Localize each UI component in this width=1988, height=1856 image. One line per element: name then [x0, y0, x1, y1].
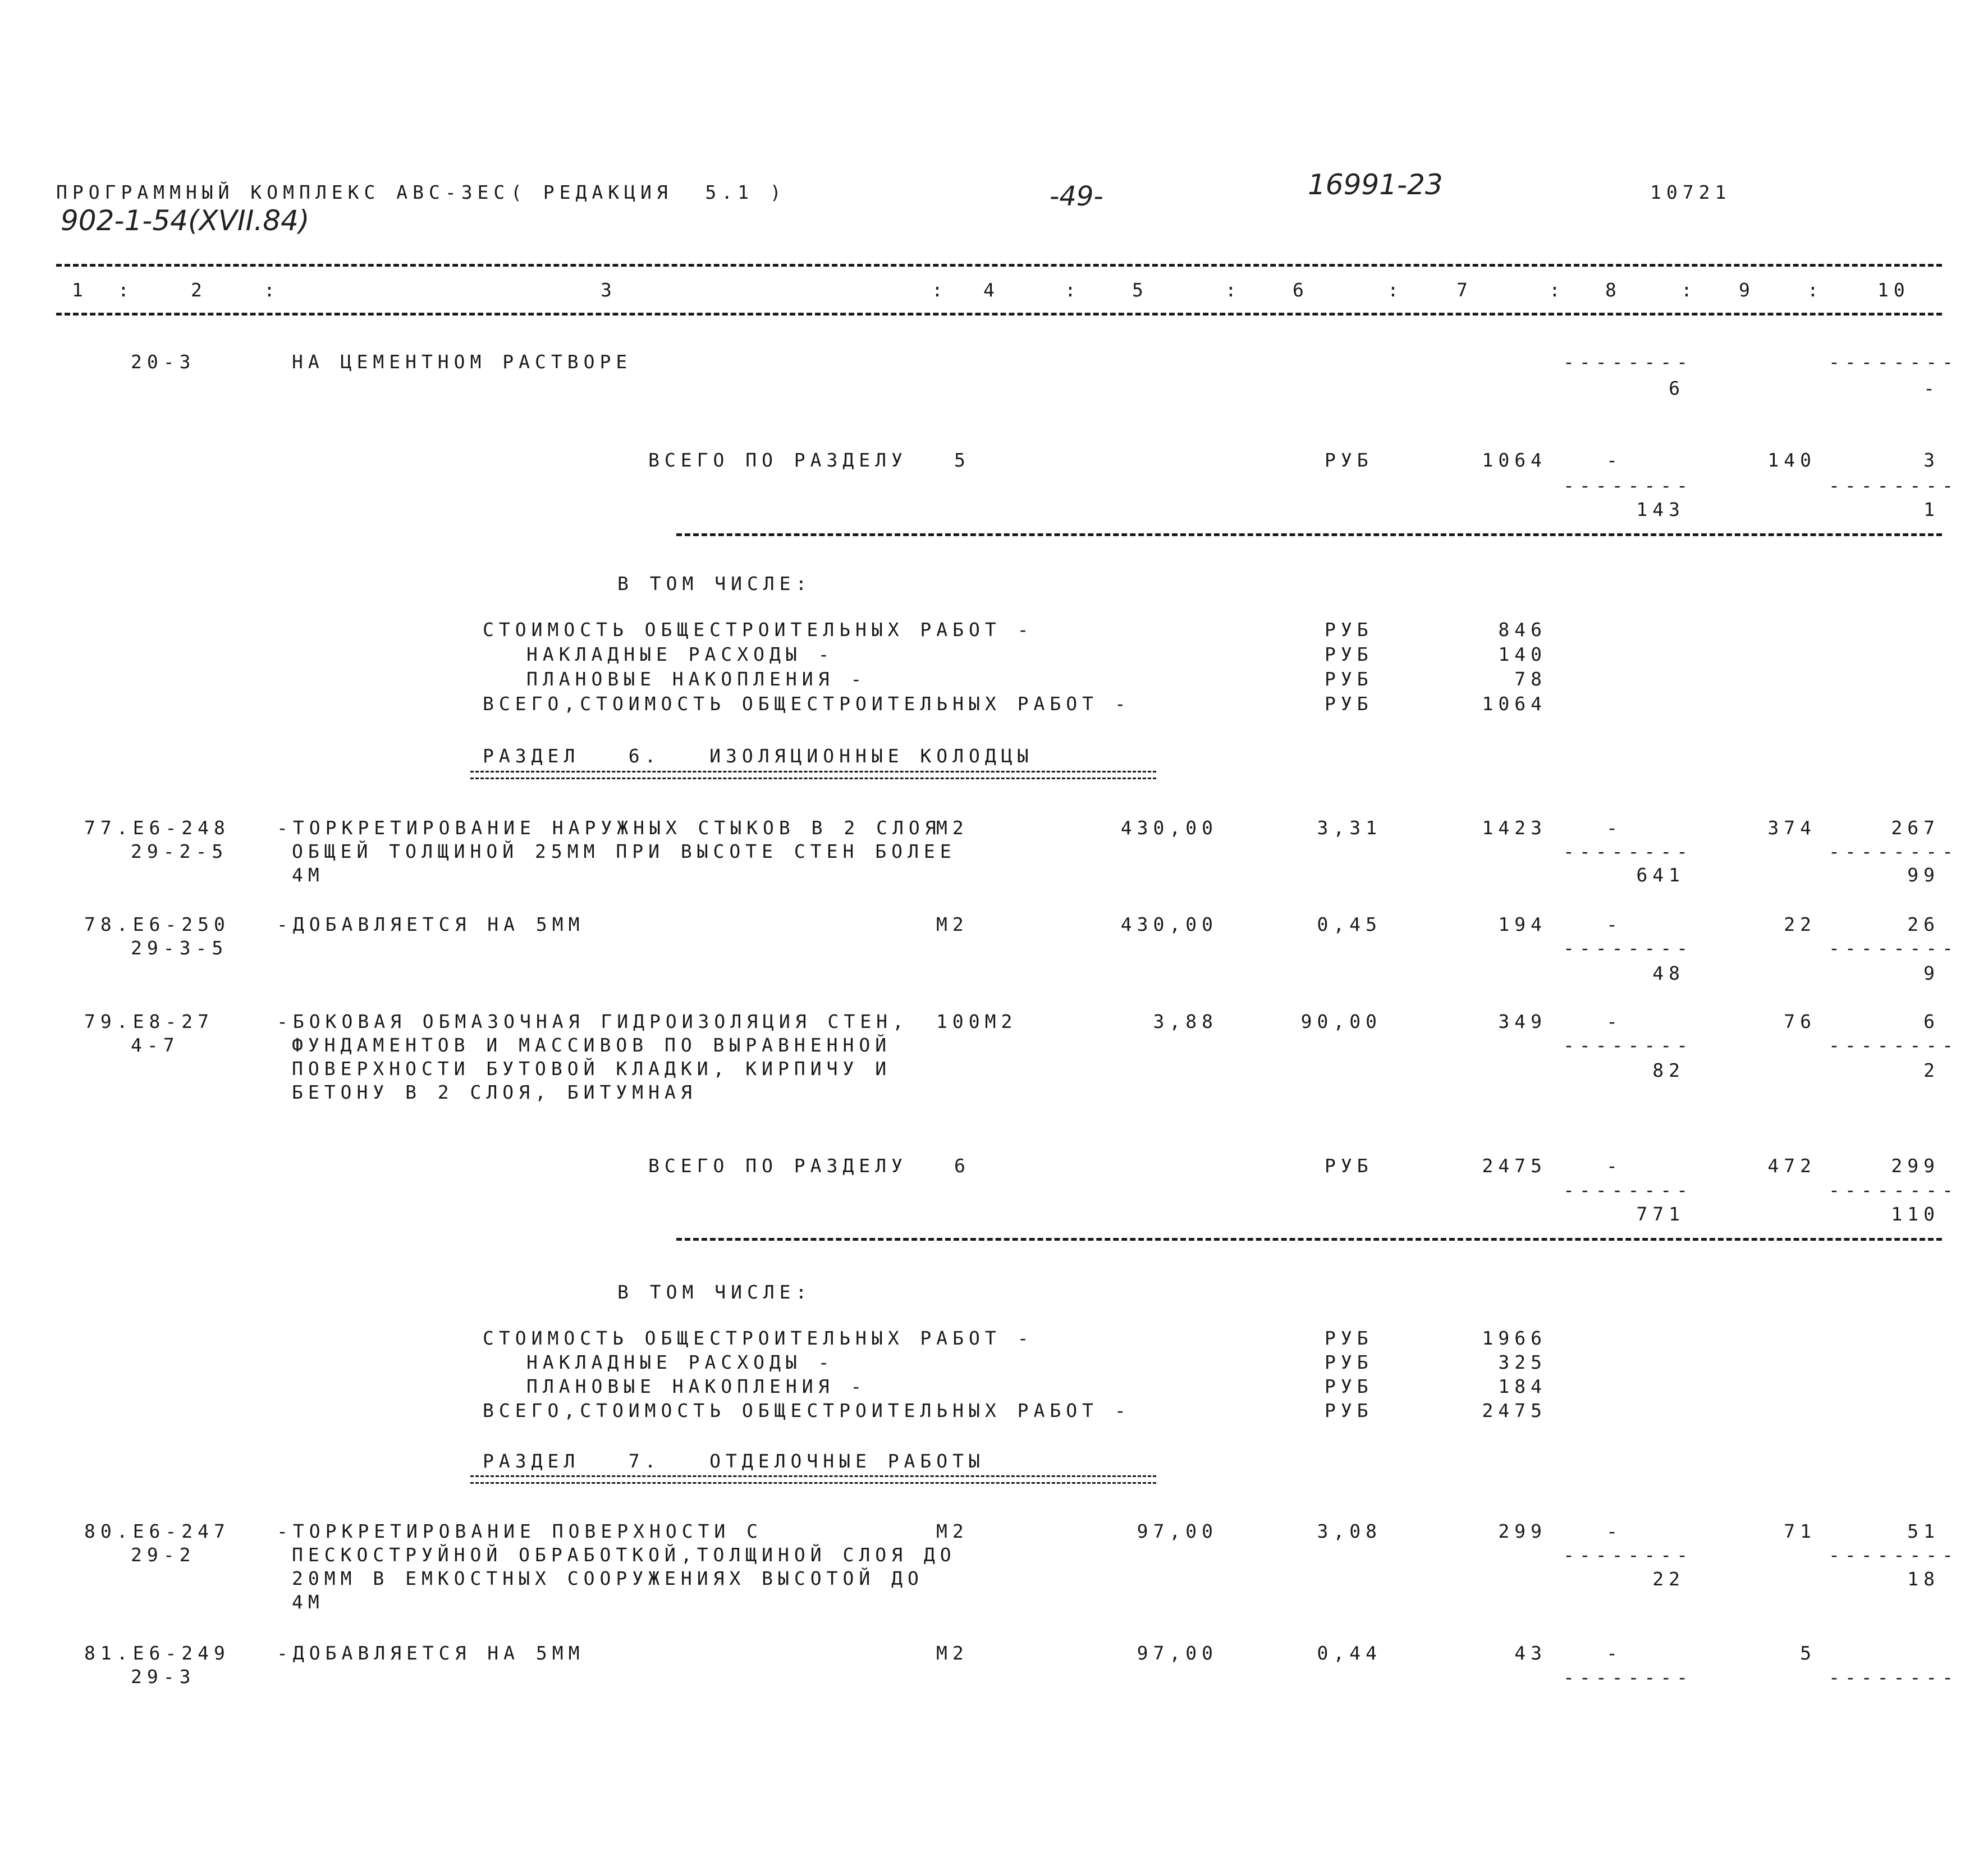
- col9-value: 76: [1784, 1011, 1816, 1032]
- item-description: ПЕСКОСТРУЙНОЙ ОБРАБОТКОЙ,ТОЛЩИНОЙ СЛОЯ ДО: [292, 1544, 956, 1566]
- col8-value: 48: [1652, 962, 1685, 984]
- dash-line: --------: [1829, 840, 1958, 862]
- col10-value: 2: [1923, 1059, 1940, 1081]
- item-description: БЕТОНУ В 2 СЛОЯ, БИТУМНАЯ: [292, 1081, 697, 1103]
- dash-line: --------: [1829, 1544, 1958, 1566]
- project-code: 902-1-54(XVII.84): [61, 204, 310, 237]
- column-header: 1: [72, 279, 88, 301]
- breakdown-label: СТОИМОСТЬ ОБЩЕСТРОИТЕЛЬНЫХ РАБОТ -: [483, 619, 1034, 641]
- quantity: 430,00: [1120, 913, 1218, 935]
- col10-value: -: [1923, 377, 1940, 399]
- unit: М2: [936, 1520, 969, 1542]
- edition-label: ( РЕДАКЦИЯ 5.1 ): [511, 181, 786, 203]
- unit: РУБ: [1325, 1327, 1373, 1349]
- quantity: 97,00: [1137, 1520, 1218, 1542]
- col8-value: 143: [1636, 499, 1685, 520]
- col10-value: 51: [1907, 1520, 1940, 1542]
- item-number: 79.Е8-27: [84, 1011, 214, 1032]
- unit: М2: [936, 913, 969, 935]
- column-separator: :: [1225, 279, 1242, 301]
- unit: РУБ: [1325, 1400, 1373, 1421]
- col10-value: 110: [1891, 1203, 1940, 1225]
- column-header: 7: [1456, 279, 1473, 301]
- page-number: -49-: [1050, 181, 1103, 212]
- item-code: 20-3: [131, 351, 196, 373]
- column-header: 5: [1132, 279, 1148, 301]
- col7-value: 1423: [1482, 817, 1547, 839]
- item-number: 80.Е6-247: [84, 1520, 230, 1542]
- col8-value: -: [1606, 913, 1623, 935]
- item-code: 29-3: [131, 1666, 196, 1688]
- col8-value: 771: [1636, 1203, 1685, 1225]
- breakdown-heading: В ТОМ ЧИСЛЕ:: [617, 573, 812, 595]
- item-description: -ДОБАВЛЯЕТСЯ НА 5ММ: [277, 1642, 585, 1664]
- dash-line: --------: [1563, 474, 1693, 496]
- col9-value: 71: [1784, 1520, 1816, 1542]
- dash-line: --------: [1829, 1034, 1958, 1056]
- dash-line: --------: [1829, 351, 1958, 373]
- col9-value: 472: [1767, 1155, 1816, 1177]
- unit-price: 90,00: [1300, 1011, 1382, 1032]
- col8-value: 22: [1652, 1568, 1685, 1590]
- col9-value: 22: [1784, 913, 1816, 935]
- dash-line: --------: [1829, 474, 1958, 496]
- unit: РУБ: [1325, 1155, 1373, 1177]
- breakdown-label: ВСЕГО,СТОИМОСТЬ ОБЩЕСТРОИТЕЛЬНЫХ РАБОТ -: [483, 693, 1131, 715]
- breakdown-label: НАКЛАДНЫЕ РАСХОДЫ -: [526, 643, 835, 665]
- col8-value: -: [1606, 449, 1623, 471]
- item-description: НА ЦЕМЕНТНОМ РАСТВОРЕ: [292, 351, 633, 373]
- breakdown-label: СТОИМОСТЬ ОБЩЕСТРОИТЕЛЬНЫХ РАБОТ -: [483, 1327, 1034, 1349]
- col10-value: 26: [1907, 913, 1940, 935]
- unit: РУБ: [1325, 1375, 1373, 1397]
- column-header: 3: [601, 279, 617, 301]
- item-number: 81.Е6-249: [84, 1642, 230, 1664]
- col8-value: -: [1606, 817, 1623, 839]
- col8-value: 82: [1652, 1059, 1685, 1081]
- item-description: 4М: [292, 864, 324, 886]
- col10-value: 3: [1923, 449, 1940, 471]
- column-separator: :: [1549, 279, 1565, 301]
- section-rule: [676, 533, 1942, 536]
- breakdown-label: НАКЛАДНЫЕ РАСХОДЫ -: [526, 1351, 835, 1373]
- column-separator: :: [118, 279, 134, 301]
- breakdown-value: 184: [1498, 1375, 1547, 1397]
- dash-line: --------: [1829, 1179, 1958, 1201]
- unit: РУБ: [1325, 668, 1373, 690]
- dash-line: --------: [1563, 1034, 1693, 1056]
- unit-price: 3,08: [1317, 1520, 1382, 1542]
- section-title-underline: [470, 1475, 1156, 1484]
- col9-value: 140: [1767, 449, 1816, 471]
- col10-value: 99: [1907, 864, 1940, 886]
- column-header: 4: [983, 279, 1000, 301]
- col8-value: -: [1606, 1011, 1623, 1032]
- item-description: 4М: [292, 1591, 324, 1613]
- breakdown-value: 1064: [1482, 693, 1547, 715]
- column-header: 9: [1739, 279, 1755, 301]
- unit: РУБ: [1325, 449, 1373, 471]
- sheet-code: 10721: [1650, 181, 1732, 203]
- col7-value: 299: [1498, 1520, 1547, 1542]
- dash-line: --------: [1563, 1544, 1693, 1566]
- quantity: 3,88: [1153, 1011, 1218, 1032]
- col8-value: -: [1606, 1642, 1623, 1664]
- breakdown-heading: В ТОМ ЧИСЛЕ:: [617, 1281, 812, 1303]
- col10-value: 267: [1891, 817, 1940, 839]
- item-number: 77.Е6-248: [84, 817, 230, 839]
- unit-price: 0,44: [1317, 1642, 1382, 1664]
- item-description: ФУНДАМЕНТОВ И МАССИВОВ ПО ВЫРАВНЕННОЙ: [292, 1034, 892, 1056]
- breakdown-value: 325: [1498, 1351, 1547, 1373]
- dash-line: --------: [1829, 1666, 1958, 1688]
- section-title: РАЗДЕЛ 6. ИЗОЛЯЦИОННЫЕ КОЛОДЦЫ: [483, 745, 1034, 767]
- breakdown-value: 78: [1514, 668, 1547, 690]
- col9-value: 374: [1767, 817, 1816, 839]
- dash-line: --------: [1563, 937, 1693, 959]
- unit-price: 3,31: [1317, 817, 1382, 839]
- breakdown-value: 1966: [1482, 1327, 1547, 1349]
- item-code: 4-7: [131, 1034, 180, 1056]
- col7-value: 194: [1498, 913, 1547, 935]
- section-total-number: 5: [954, 449, 970, 471]
- col10-value: 18: [1907, 1568, 1940, 1590]
- section-rule: [676, 1238, 1942, 1241]
- unit: РУБ: [1325, 643, 1373, 665]
- col7-value: 2475: [1482, 1155, 1547, 1177]
- dash-line: --------: [1829, 937, 1958, 959]
- column-separator: :: [1387, 279, 1404, 301]
- col7-value: 349: [1498, 1011, 1547, 1032]
- dash-line: --------: [1563, 1666, 1693, 1688]
- quantity: 430,00: [1120, 817, 1218, 839]
- column-header: 10: [1877, 279, 1910, 301]
- unit: РУБ: [1325, 693, 1373, 715]
- column-separator: :: [1065, 279, 1081, 301]
- item-code: 29-2: [131, 1544, 196, 1566]
- breakdown-value: 846: [1498, 619, 1547, 641]
- breakdown-value: 140: [1498, 643, 1547, 665]
- column-separator: :: [932, 279, 948, 301]
- item-code: 29-3-5: [131, 937, 228, 959]
- dash-line: --------: [1563, 351, 1693, 373]
- item-description: -БОКОВАЯ ОБМАЗОЧНАЯ ГИДРОИЗОЛЯЦИЯ СТЕН,: [277, 1011, 909, 1032]
- breakdown-label: ВСЕГО,СТОИМОСТЬ ОБЩЕСТРОИТЕЛЬНЫХ РАБОТ -: [483, 1400, 1131, 1421]
- unit: М2: [936, 1642, 969, 1664]
- unit: РУБ: [1325, 619, 1373, 641]
- section-title-underline: [470, 771, 1156, 779]
- dash-line: --------: [1563, 1179, 1693, 1201]
- column-header: 8: [1605, 279, 1621, 301]
- column-header: 6: [1293, 279, 1309, 301]
- col10-value: 9: [1923, 962, 1940, 984]
- unit: РУБ: [1325, 1351, 1373, 1373]
- col8-value: 641: [1636, 864, 1685, 886]
- section-title: РАЗДЕЛ 7. ОТДЕЛОЧНЫЕ РАБОТЫ: [483, 1450, 985, 1472]
- column-separator: :: [264, 279, 280, 301]
- breakdown-label: ПЛАНОВЫЕ НАКОПЛЕНИЯ -: [526, 668, 867, 690]
- item-description: ОБЩЕЙ ТОЛЩИНОЙ 25ММ ПРИ ВЫСОТЕ СТЕН БОЛЕЕ: [292, 840, 956, 862]
- col9-value: 5: [1800, 1642, 1816, 1664]
- col10-value: 299: [1891, 1155, 1940, 1177]
- unit: 100М2: [936, 1011, 1018, 1032]
- table-top-rule: [56, 264, 1942, 267]
- unit-price: 0,45: [1317, 913, 1382, 935]
- doc-code: 16991-23: [1308, 168, 1443, 201]
- item-number: 78.Е6-250: [84, 913, 230, 935]
- item-code: 29-2-5: [131, 840, 228, 862]
- column-header: 2: [191, 279, 207, 301]
- item-description: 20ММ В ЕМКОСТНЫХ СООРУЖЕНИЯХ ВЫСОТОЙ ДО: [292, 1567, 924, 1589]
- column-separator: :: [1681, 279, 1697, 301]
- program-name: ПРОГРАММНЫЙ КОМПЛЕКС АВС-ЗЕС: [56, 181, 510, 203]
- dash-line: --------: [1563, 840, 1693, 862]
- unit: М2: [936, 817, 969, 839]
- item-description: -ТОРКРЕТИРОВАНИЕ ПОВЕРХНОСТИ С: [277, 1520, 763, 1542]
- col10-value: 6: [1923, 1011, 1940, 1032]
- item-description: -ДОБАВЛЯЕТСЯ НА 5ММ: [277, 913, 585, 935]
- quantity: 97,00: [1137, 1642, 1218, 1664]
- section-total-number: 6: [954, 1155, 970, 1177]
- col7-value: 43: [1514, 1642, 1547, 1664]
- column-separator: :: [1807, 279, 1824, 301]
- item-description: ПОВЕРХНОСТИ БУТОВОЙ КЛАДКИ, КИРПИЧУ И: [292, 1058, 892, 1080]
- section-total-label: ВСЕГО ПО РАЗДЕЛУ: [648, 449, 908, 471]
- table-header-rule: [56, 313, 1942, 316]
- breakdown-value: 2475: [1482, 1400, 1547, 1421]
- item-description: -ТОРКРЕТИРОВАНИЕ НАРУЖНЫХ СТЫКОВ В 2 СЛОЯ: [277, 817, 941, 839]
- breakdown-label: ПЛАНОВЫЕ НАКОПЛЕНИЯ -: [526, 1375, 867, 1397]
- col8-value: 6: [1669, 377, 1685, 399]
- col8-value: -: [1606, 1155, 1623, 1177]
- col10-value: 1: [1923, 499, 1940, 520]
- col8-value: -: [1606, 1520, 1623, 1542]
- col7-value: 1064: [1482, 449, 1547, 471]
- section-total-label: ВСЕГО ПО РАЗДЕЛУ: [648, 1155, 908, 1177]
